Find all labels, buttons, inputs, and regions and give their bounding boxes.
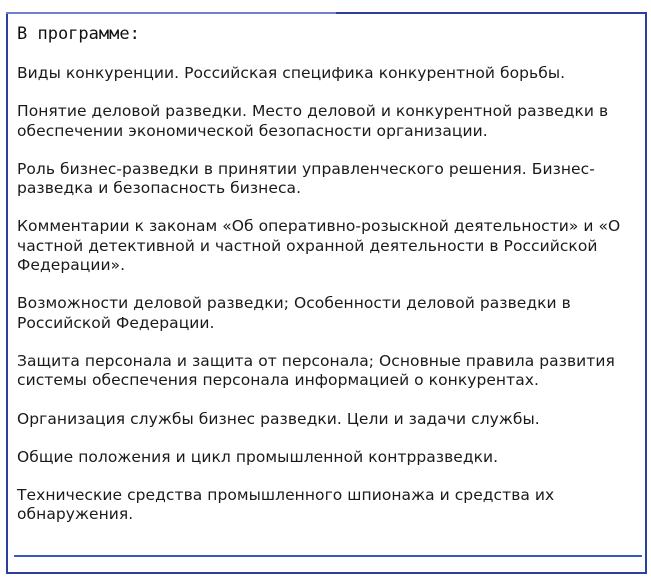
program-heading: В программе: <box>17 24 140 44</box>
topic-item: Виды конкуренции. Российская специфика конкурентной борьбы. <box>17 64 566 82</box>
topic-item: Понятие деловой разведки. Место деловой и конкурентной разведки в обеспечении экономической безопасности организации. <box>17 102 609 140</box>
topic-item: Комментарии к законам «Об оперативно-розыскной деятельности» и «О частной детективной и частной охранной деятельности в Российской Федерации». <box>17 217 621 275</box>
frame-top-accent <box>6 12 336 14</box>
topic-item: Общие положения и цикл промышленной контрразведки. <box>17 447 499 466</box>
topic-item: Технические средства промышленного шпионажа и средства их обнаружения. <box>17 486 555 524</box>
topic-item: Роль бизнес-разведки в принятии управленческого решения. Бизнес-разведка и безопасность бизнеса. <box>17 159 595 198</box>
topic-item: Организация службы бизнес разведки. Цели и задачи службы. <box>17 409 540 428</box>
bottom-divider <box>14 555 642 557</box>
topic-item: Защита персонала и защита от персонала; Основные правила развития системы обеспечения персонала информацией о конкурентах. <box>17 351 615 390</box>
topic-item: Возможности деловой разведки; Особенности деловой разведки в Российской Федерации. <box>17 294 571 332</box>
program-topics-list <box>17 64 632 544</box>
